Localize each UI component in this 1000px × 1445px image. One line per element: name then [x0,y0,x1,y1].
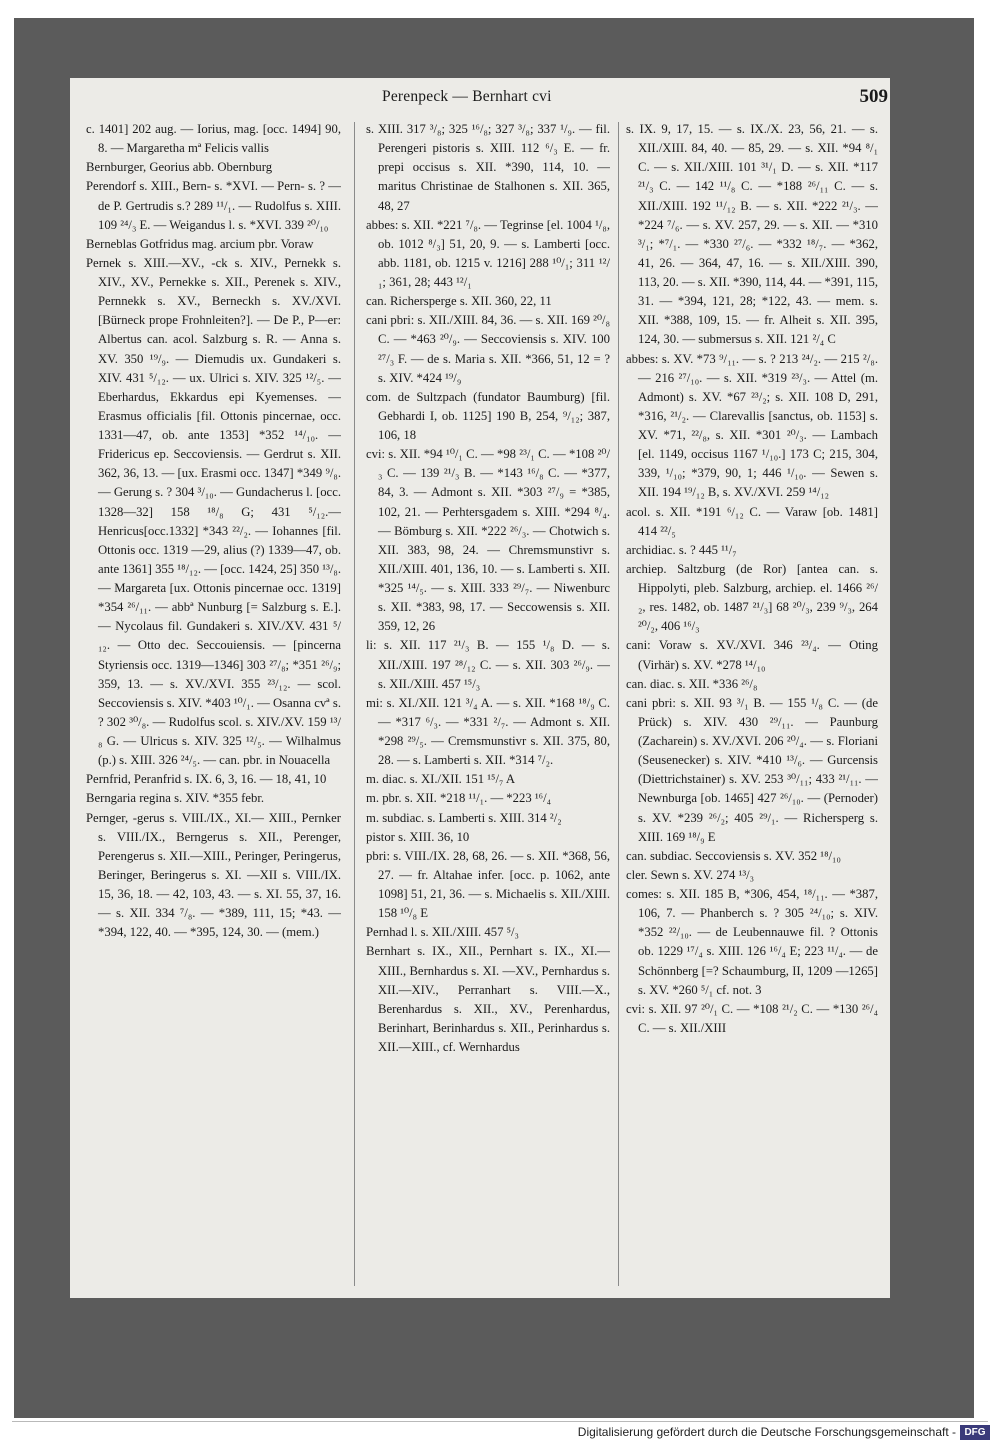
index-entry: m. subdiac. s. Lamberti s. XIII. 314 ²/₂ [366,810,562,825]
footer-credit: Digitalisierung gefördert durch die Deutsche Forschungsgemeinschaft - [577,1425,956,1439]
index-entry: cani pbri: s. XII. 93 ³/₁ B. — 155 ¹/₈ C. — (de Prück) s. XIV. 430 ²⁹/₁₁. — Paunburg (Zacharein) s. XV./XVI. 206 ²⁰/₄. — s. Floriani (Seusenecker) s. XIV. *410 ¹³/₆. — Gurcensis (Diettrichstainer) s. XV. 253 ³⁰/₁₁; 433 ²¹/₁₁. — Newnburga [ob. 1465] 427 ²⁶/₁₀. — (Pernoder) s. XV. *239 ²⁶/₂; 405 ²⁹/₁. — Richersperg s. XIII. 169 ¹⁸/₉ E [626,695,878,844]
running-head: Perenpeck — Bernhart cvi [382,88,552,105]
index-entry: Pernger, -gerus s. VIII./IX., XI.— XIII., Pernker s. VIII./IX., Berngerus s. XII., Perenger, Perengerus s. XII.—XIII., Peringer, Peringerus, Beringer, Beringerus s. XI. —XII s. VIII./IX. 15, 36, 18. — 42, 103, 43. — s. XI. 55, 37, 16. — s. XII. 334 ⁷/₈. — *389, 111, 15; *43. — *394, 122, 40. — *395, 124, 30. — (mem.) [86,810,341,940]
index-entry: cani: Voraw s. XV./XVI. 346 ²³/₄. — Oting (Virhär) s. XV. *278 ¹⁴/₁₀ [626,638,878,672]
column-divider [618,122,619,1286]
index-entry: Bernhart s. IX., XII., Pernhart s. IX., XI.—XIII., Bernhardus s. XI. —XV., Pernhardus s. XII.—XIV., Perranhart s. VIII.—X., Berenhardus s. XII., XV., Perenhardus, Berinhart, Berinhardus s. XII., Perinhardus s. XII.—XIII., cf. Wernhardus [366,944,610,1054]
index-column-3 [626,120,878,1292]
index-entry: Berngaria regina s. XIV. *355 febr. [86,791,265,806]
index-entry: can. subdiac. Seccoviensis s. XV. 352 ¹⁸/₁₀ [626,848,841,863]
page-number: 509 [859,86,888,107]
index-entry: mi: s. XI./XII. 121 ³/₄ A. — s. XII. *168 ¹⁸/₉ C. — *317 ⁶/₃. — *331 ²/₇. — Admont s. XII. *298 ²⁹/₅. — Cremsmunstivr s. XII. 375, 80, 28. — s. Lamberti s. XII. *314 ⁷/₂. [366,695,610,768]
index-entry: archiep. Saltzburg (de Ror) [antea can. s. Hippolyti, pleb. Salzburg, archiep. el. 1466 ²⁶/₂, res. 1482, ob. 1487 ²¹/₃] 68 ²⁰/₃, 239 ⁹/₃, 264 ²⁰/₂, 406 ¹⁶/₃ [626,561,878,634]
index-entry: m. pbr. s. XII. *218 ¹¹/₁. — *223 ¹⁶/₄ [366,791,552,806]
index-entry: acol. s. XII. *191 ⁶/₁₂ C. — Varaw [ob. 1481] 414 ²²/₅ [626,504,878,538]
dfg-logo: DFG [960,1425,990,1440]
column-divider [354,122,355,1286]
index-entry: pistor s. XIII. 36, 10 [366,829,470,844]
index-entry: Pernek s. XIII.—XV., -ck s. XIV., Pernekk s. XIV., XV., Pernekke s. XII., Perenek s. XIV., Pernnekk s. XV., Berneckh s. XV./XVI. [Bürneck prope Frohnleiten?]. — De P., P—er: Albertus can. acol. Salzburg s. R. — Anna s. XV. 350 ¹⁹/₉. — Diemudis ux. Gundakeri s. XIV. 431 ⁵/₁₂. — ux. Ulrici s. XIV. 325 ¹²/₅. — Eberhardus, Ekkardus epi Kyemenses. — Erasmus officialis [fil. Ottonis pincernae, occ. 1331—47, ob. ante 1353] *352 ¹⁴/₁₀. — Fridericus ep. Seccoviensis. — Gerdrut s. XII. 362, 36, 13. — [ux. Erasmi occ. 1347] *349 ⁹/₈. — Gerung s. ? 304 ³/₁₀. — Gundacherus l. [occ. 1328—32] 158 ¹⁸/₈ G; 431 ⁵/₁₂.—Henricus[occ.1332] *343 ²²/₂. — Iohannes [fil. Ottonis occ. 1319 —29, alius (?) 1339—47, ob. ante 1361] 355 ¹⁸/₁₂. — [occ. 1424, 25] 350 ¹³/₈. — Margareta [ux. Ottonis pincernae occ. 1319] *354 ²⁶/₁₁. — abbª Nunburg [= Salzburg s. E.]. — Nycolaus fil. Gundakeri s. XIV./XV. 431 ⁵/₁₂. — Otto dec. Seccouiensis. — [pincerna Styriensis occ. 1319—1346] 303 ²⁷/₈; *351 ²⁶/₉; 359, 13. — s. XV./XVI. 355 ²³/₁₂. — scol. Seccoviensis s. XIV. *403 ¹⁰/₁. — Osanna cvª s. ? 302 ³⁰/₈. — Rudolfus scol. s. XIV./XV. 159 ¹³/₈ G. — Ulricus s. XIV. 325 ¹²/₅. — Wilhalmus (p.) s. XIII. 326 ²⁴/₅. — can. pbr. in Nouacella [86,255,341,768]
index-entry: s. XIII. 317 ³/₈; 325 ¹⁶/₈; 327 ³/₈; 337 ¹/₉. — fil. Perengeri pistoris s. XIII. 112 ⁶/₃ E. — fr. prepi occisus s. XII. *390, 114, 10. — maritus Christinae de Stalhonen s. XII. 365, 48, 27 [366,122,610,213]
index-entry: pbri: s. VIII./IX. 28, 68, 26. — s. XII. *368, 56, 27. — fr. Altahae infer. [occ. p. 1062, ante 1098] 51, 21, 36. — s. Michaelis s. XII./XIII. 158 ¹⁰/₈ E [366,848,610,921]
index-entry: can. Richersperge s. XII. 360, 22, 11 [366,294,552,309]
index-entry: archidiac. s. ? 445 ¹¹/₇ [626,542,737,557]
index-column-2 [366,120,610,1292]
index-entry: comes: s. XII. 185 B, *306, 454, ¹⁸/₁₁. — *387, 106, 7. — Phanberch s. ? 305 ²⁴/₁₀; s. XIV. *352 ²²/₁₀. — de Leubennauwe fil. ? Ottonis ob. 1229 ¹⁷/₄ s. XIII. 126 ¹⁶/₄ E; 223 ¹¹/₄. — de Schönnberg [=? Schaumburg, II, 1209 —1265] s. XV. *260 ⁵/₁ cf. not. 3 [626,887,878,997]
index-column-1 [86,120,341,1292]
index-entry: cvi: s. XII. *94 ¹⁰/₁ C. — *98 ²³/₁ C. — *108 ²⁰/₃ C. — 139 ²¹/₃ B. — *143 ¹⁶/₈ C. — *377, 84, 3. — Admont s. XII. *303 ²⁷/₉ = *385, 102, 21. — Perhtersgadem s. XIII. *294 ⁸/₄. — Bömburg s. XII. *222 ²⁶/₃. — Chotwich s. XII. 383, 98, 24. — Chremsmunstivr s. XII./XIII. 401, 136, 10. — s. Lamberti s. XII. *325 ¹⁴/₅. — s. XIII. 333 ²⁹/₇. — Niwenburc s. XII. *383, 98, 17. — Seccowensis s. XII. 359, 12, 26 [366,447,610,634]
index-entry: cvi: s. XII. 97 ²⁰/₁ C. — *108 ²¹/₂ C. — *130 ²⁶/₄ C. — s. XII./XIII [626,1001,878,1035]
index-entry: cler. Sewn s. XV. 274 ¹³/₃ [626,867,755,882]
index-entry: Pernfrid, Peranfrid s. IX. 6, 3, 16. — 18, 41, 10 [86,772,327,787]
index-entry: cani pbri: s. XII./XIII. 84, 36. — s. XII. 169 ²⁰/₈ C. — *463 ²⁰/₉. — Seccoviensis s. XIV. 100 ²⁷/₃ F. — de s. Maria s. XII. *366, 51, 12 = ? s. XIV. *424 ¹⁹/₉ [366,313,610,385]
index-entry: s. IX. 9, 17, 15. — s. IX./X. 23, 56, 21. — s. XII./XIII. 84, 40. — 85, 29. — s. XII. *94 ⁸/₁ C. — s. XII./XIII. 101 ³¹/₁ D. — s. XII. *117 ²¹/₃ C. — 142 ¹¹/₈ C. — *188 ²⁶/₁₁ C. — s. XII./XIII. 192 ¹¹/₁₂ B. — s. XII. *222 ²¹/₃. — *224 ⁷/₆. — s. XV. 257, 29. — s. XII. — *310 ³/₁; *⁷/₁. — *330 ²⁷/₆. — *332 ¹⁸/₇. — *362, 41, 26. — 364, 47, 16. — s. XII./XIII. 390, 113, 20. — s. XII. *390, 114, 44. — *391, 115, 31. — *394, 121, 28; *122, 43. — mem. s. XII. *388, 109, 15. — fr. Alheit s. XII. 395, 124, 30. — submersus s. XII. 121 ²/₄ C [626,122,878,347]
index-entry: com. de Sultzpach (fundator Baumburg) [fil. Gebhardi I, ob. 1125] 190 B, 254, ⁹/₁₂; 387, 106, 18 [366,389,610,442]
index-entry: m. diac. s. XI./XII. 151 ¹⁵/₇ A [366,772,516,787]
footer-rule [12,1421,988,1422]
index-entry: abbes: s. XII. *221 ⁷/₈. — Tegrinse [el. 1004 ¹/₈, ob. 1012 ⁸/₃] 51, 20, 9. — s. Lamberti [occ. abb. 1181, ob. 1215 v. 1216] 288 ¹⁰/₁; 311 ¹²/₁; 361, 28; 443 ¹²/₁ [366,217,610,289]
index-entry: Perendorf s. XIII., Bern- s. *XVI. — Pern- s. ? — de P. Gertrudis s.? 289 ¹¹/₁. — Rudolfus s. XIII. 109 ²⁴/₃ E. — Weigandus l. s. *XVI. 339 ²⁰/₁₀ [86,179,341,232]
index-entry: Berneblas Gotfridus mag. arcium pbr. Voraw [86,236,314,251]
index-entry: Bernburger, Georius abb. Obernburg [86,160,273,175]
index-entry: li: s. XII. 117 ²¹/₃ B. — 155 ¹/₈ D. — s. XII./XIII. 197 ²⁸/₁₂ C. — s. XII. 303 ²⁶/₉. — s. XII./XIII. 457 ¹⁵/₃ [366,638,610,691]
index-entry: Pernhad l. s. XII./XIII. 457 ⁵/₃ [366,925,519,940]
index-entry: can. diac. s. XII. *336 ²⁶/₈ [626,676,758,691]
index-entry: c. 1401] 202 aug. — Iorius, mag. [occ. 1494] 90, 8. — Margaretha mª Felicis vallis [86,122,341,156]
index-entry: abbes: s. XV. *73 ⁹/₁₁. — s. ? 213 ²⁴/₂. — 215 ²/₈. — 216 ²⁷/₁₀. — s. XII. *319 ²³/₃. — Attel (m. Admont) s. XV. *67 ²³/₂; s. XII. 108 D, 291, *316, ²¹/₂. — Clarevallis [sanctus, ob. 1153] s. XV. *71, ²²/₈, s. XII. *301 ²⁰/₃. — Lambach [el. 1149, occisus 1167 ¹/₁₀.] 173 C; 215, 304, 339, ¹/₁₀; *379, 90, 1; 446 ¹/₁₀. — Sewen s. XII. 194 ¹⁹/₁₂ B, s. XV./XVI. 259 ¹⁴/₁₂ [626,351,878,500]
